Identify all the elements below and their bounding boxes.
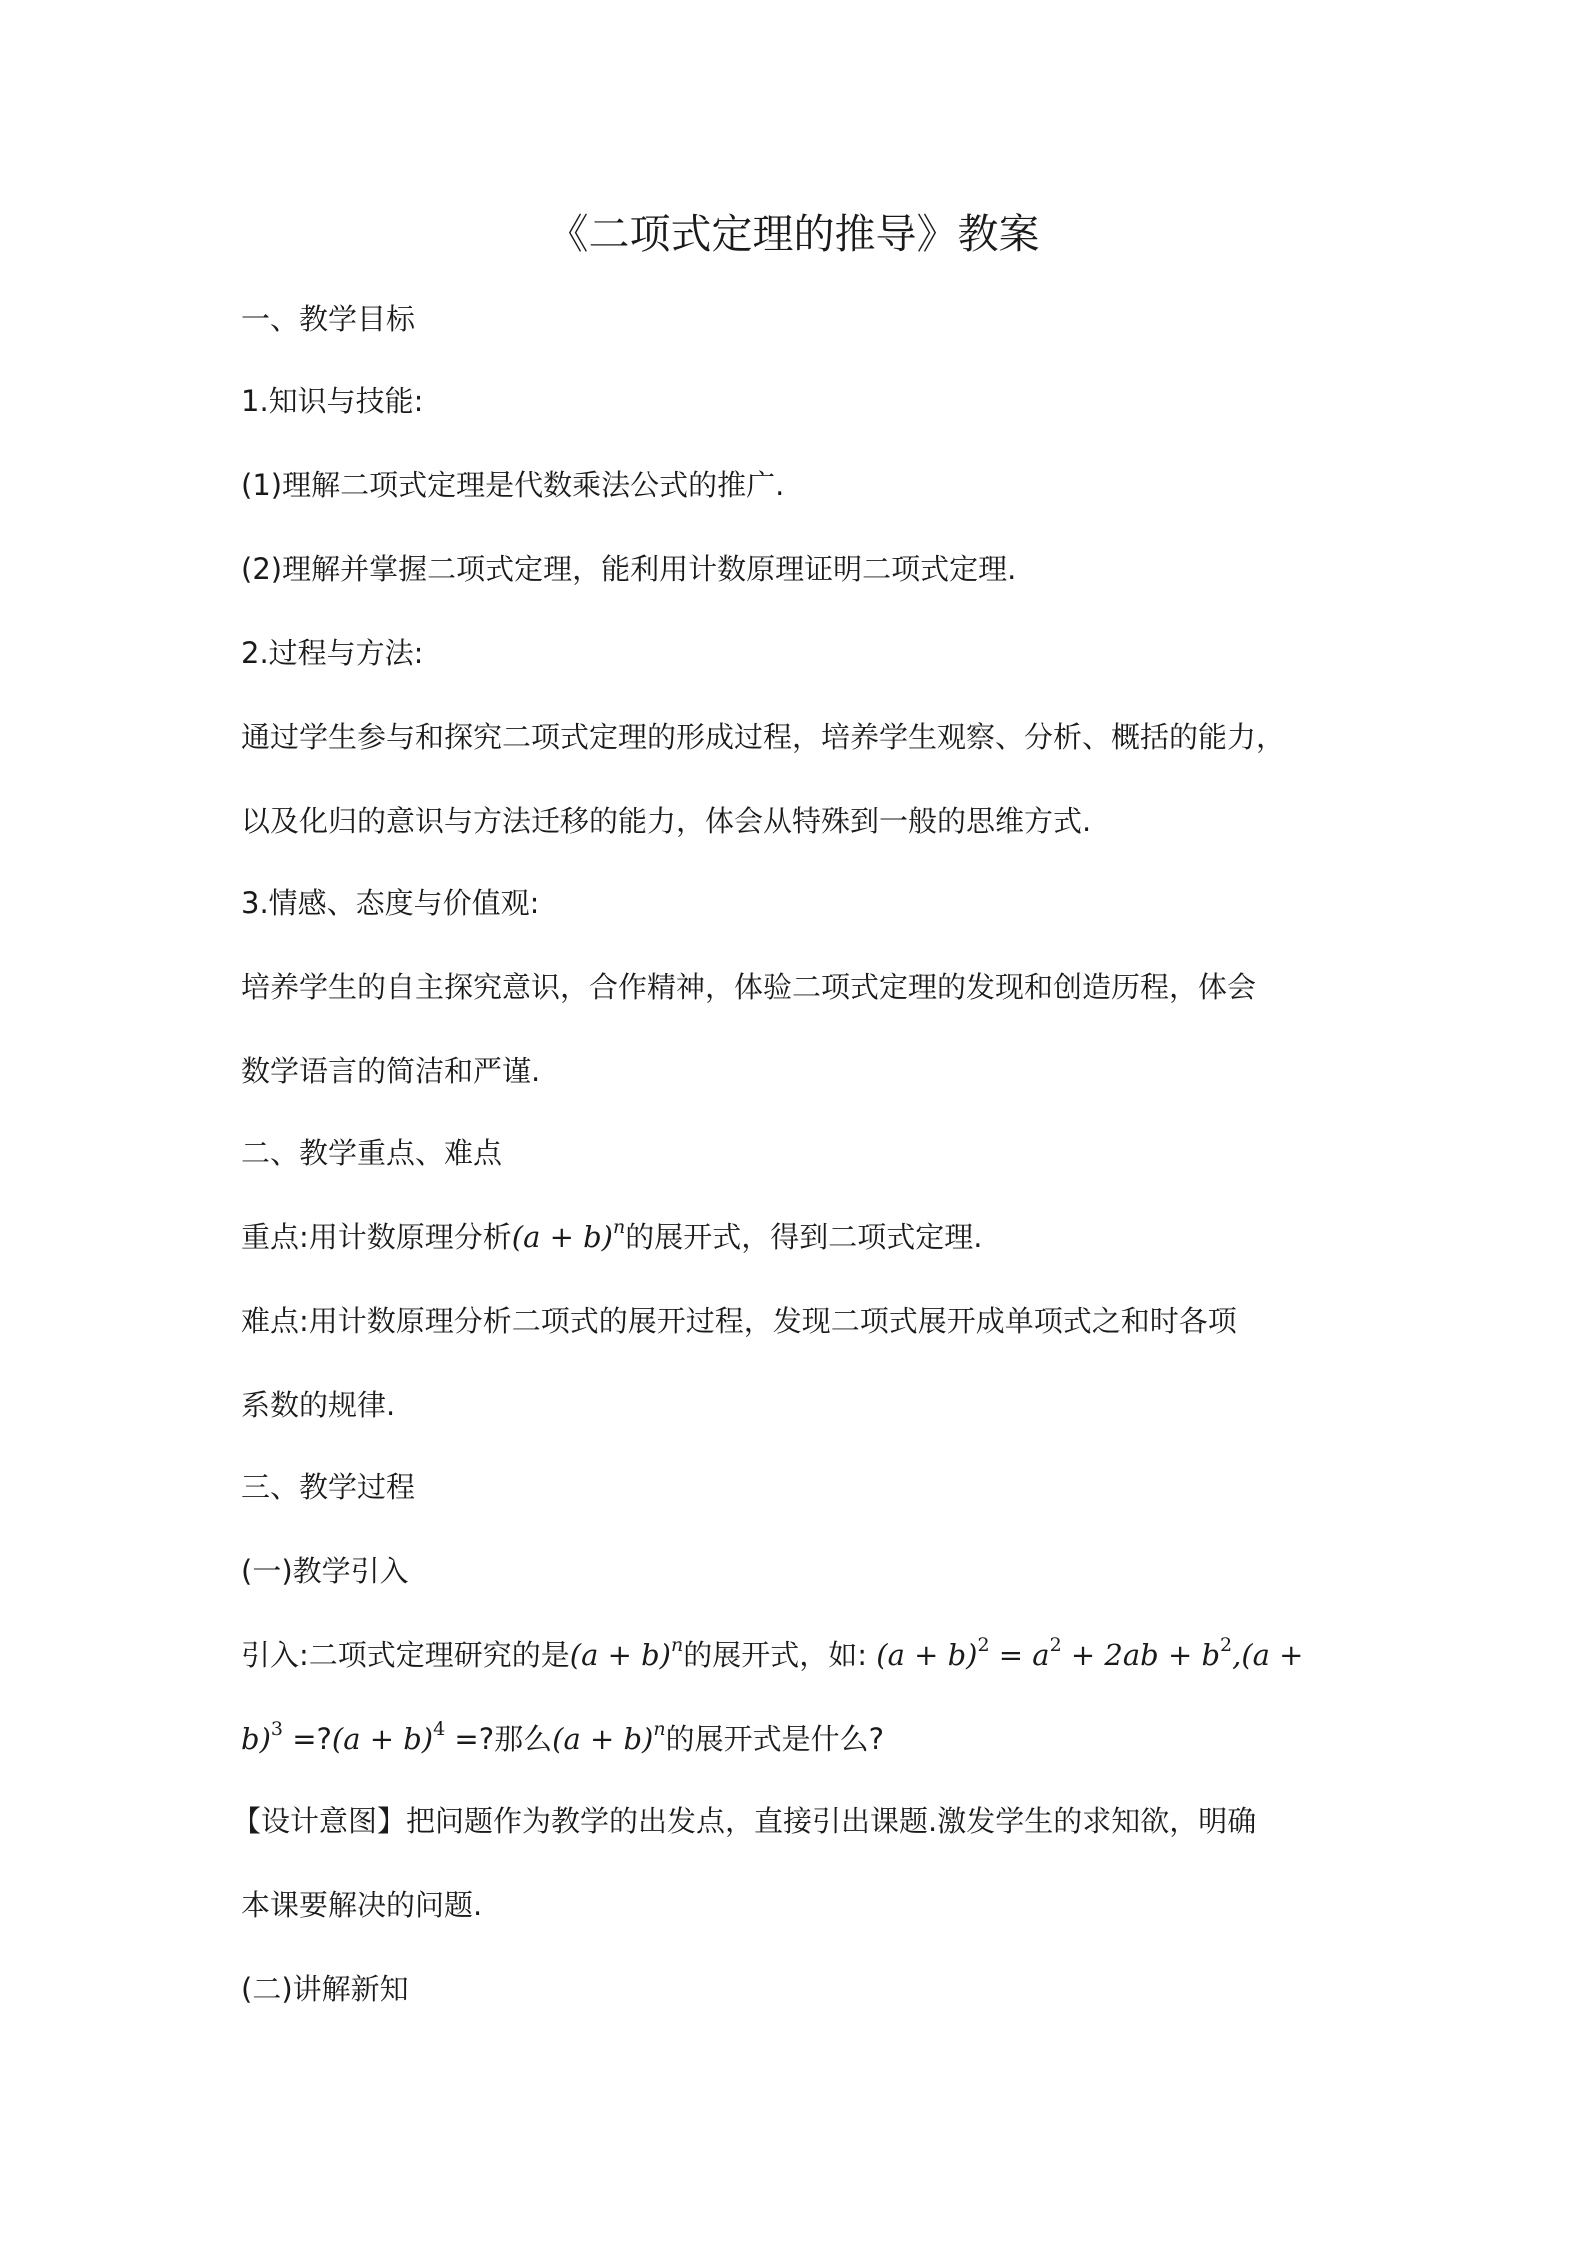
- difficulty-line: 难点:用计数原理分析二项式的展开过程，发现二项式展开成单项式之和时各项: [241, 1304, 1237, 1338]
- exponent: 2: [977, 1634, 990, 1656]
- paragraph-line: 培养学生的自主探究意识，合作精神，体验二项式定理的发现和创造历程，体会: [241, 970, 1257, 1004]
- subheading-process-methods: 2.过程与方法:: [241, 636, 424, 670]
- text-run: 引入:二项式定理研究的是: [241, 1638, 570, 1672]
- design-intent-line: 本课要解决的问题.: [241, 1888, 483, 1922]
- text-run: 重点:用计数原理分析: [241, 1220, 512, 1254]
- part-heading-new-knowledge: (二)讲解新知: [241, 1972, 409, 2006]
- exponent: n: [653, 1718, 666, 1740]
- section-heading-objectives: 一、教学目标: [241, 302, 416, 336]
- exponent: 2: [1049, 1634, 1062, 1656]
- text-run: 的展开式，如:: [683, 1638, 877, 1672]
- formula: (a + b): [511, 1220, 613, 1254]
- intro-line-1: [241, 1633, 1303, 1677]
- text-run: =?那么: [445, 1722, 553, 1756]
- exponent: 3: [270, 1718, 283, 1740]
- formula: + 2ab + b: [1061, 1638, 1221, 1672]
- section-heading-process: 三、教学过程: [241, 1470, 416, 1504]
- intro-line-2: [241, 1717, 884, 1761]
- text-run: 的展开式是什么?: [665, 1722, 885, 1756]
- section-heading-key-points: 二、教学重点、难点: [241, 1136, 503, 1170]
- subheading-emotion-values: 3.情感、态度与价值观:: [241, 886, 540, 920]
- paragraph-line: 数学语言的简洁和严谨.: [241, 1054, 541, 1088]
- exponent: n: [613, 1216, 626, 1238]
- key-point-line: [241, 1215, 982, 1259]
- text-run: =?: [282, 1722, 332, 1756]
- document-title: 《二项式定理的推导》教案: [547, 210, 1040, 258]
- design-intent-line: 【设计意图】把问题作为教学的出发点，直接引出课题.激发学生的求知欲，明确: [232, 1804, 1257, 1838]
- formula: (a + b): [552, 1722, 654, 1756]
- part-heading-introduction: (一)教学引入: [241, 1554, 409, 1588]
- exponent: n: [671, 1634, 684, 1656]
- objective-item-1: (1)理解二项式定理是代数乘法公式的推广.: [241, 468, 785, 502]
- exponent: 2: [1220, 1634, 1233, 1656]
- formula: (a + b): [331, 1722, 434, 1756]
- formula: b): [241, 1722, 271, 1756]
- paragraph-line: 以及化归的意识与方法迁移的能力，体会从特殊到一般的思维方式.: [241, 804, 1092, 838]
- text-run: 的展开式，得到二项式定理.: [625, 1220, 983, 1254]
- paragraph-line: 通过学生参与和探究二项式定理的形成过程，培养学生观察、分析、概括的能力，: [241, 720, 1286, 754]
- formula: (a + b): [876, 1638, 978, 1672]
- subheading-knowledge-skills: 1.知识与技能:: [241, 384, 424, 418]
- exponent: 4: [433, 1718, 446, 1740]
- formula: (a + b): [569, 1638, 671, 1672]
- formula: ,(a +: [1232, 1638, 1304, 1672]
- objective-item-2: (2)理解并掌握二项式定理，能利用计数原理证明二项式定理.: [241, 552, 1017, 586]
- difficulty-line: 系数的规律.: [241, 1388, 396, 1422]
- formula: = a: [989, 1638, 1050, 1672]
